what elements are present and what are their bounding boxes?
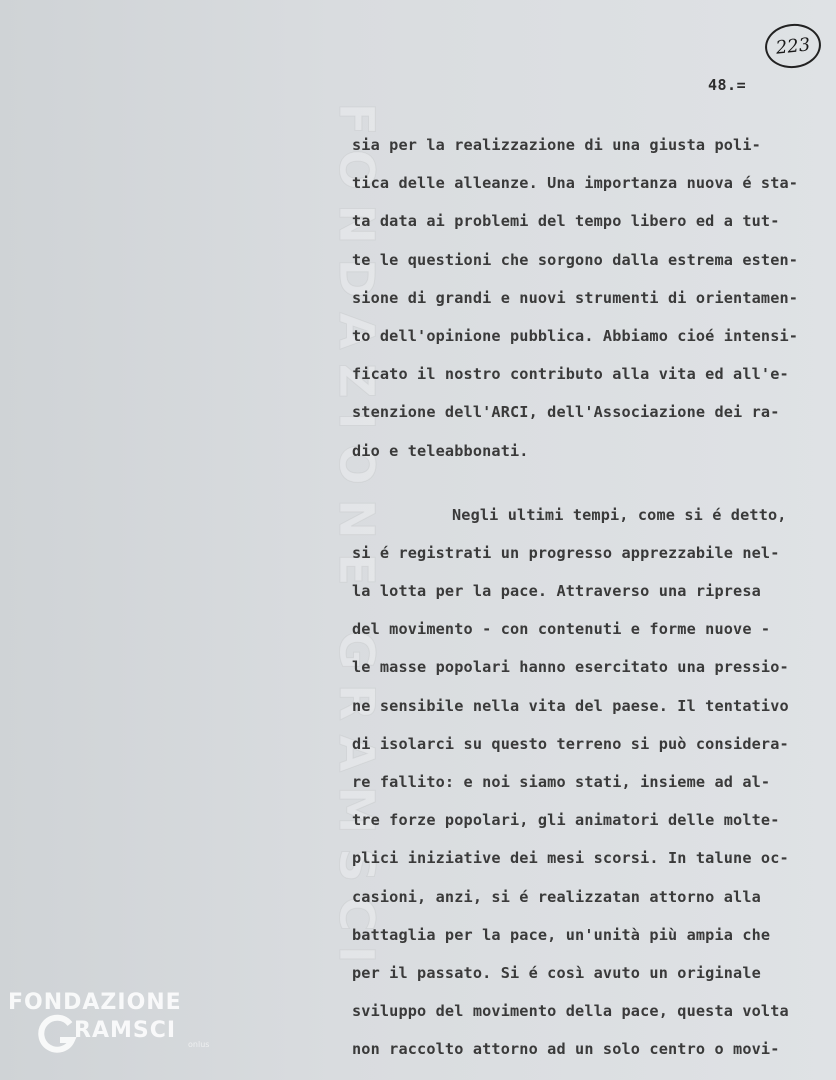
folio-stamp (763, 21, 823, 71)
gramsci-g-icon (38, 1010, 78, 1060)
logo-line2: RAMSCI (74, 1018, 177, 1043)
text-line: del movimento - con contenuti e forme nuove - (352, 620, 771, 639)
text-line: per il passato. Si é così avuto un originale (352, 963, 761, 982)
text-line: tre forze popolari, gli animatori delle molte- (352, 811, 780, 830)
text-line: ne sensibile nella vita del paese. Il tentativo (352, 696, 789, 715)
text-line: re fallito: e noi siamo stati, insieme ad al- (352, 773, 771, 791)
text-line: ficato il nostro contributo alla vita ed all'e- (352, 365, 789, 384)
text-line: battaglia per la pace, un'unità più ampia che (352, 925, 771, 944)
text-line: ta data ai problemi del tempo libero ed a tut- (352, 212, 780, 231)
text-line: casioni, anzi, si é realizzatan attorno alla (352, 887, 761, 906)
logo-line1: FONDAZIONE (8, 990, 182, 1015)
fondazione-gramsci-logo (8, 990, 208, 1070)
page-number: 48.= (708, 76, 747, 94)
text-line: te le questioni che sorgono dalla estrema esten- (352, 250, 799, 269)
text-line: non raccolto attorno ad un solo centro o movi- (352, 1040, 780, 1059)
archive-watermark-text: FONDAZIONE GRAMSCI (328, 102, 384, 978)
text-line: plici iniziative dei mesi scorsi. In talune oc- (352, 849, 789, 868)
text-line: to dell'opinione pubblica. Abbiamo cioé intensi- (352, 326, 799, 345)
folio-stamp-number: 223 (774, 33, 812, 59)
text-line: dio e teleabbonati. (352, 441, 529, 460)
text-line: sviluppo del movimento della pace, questa volta (352, 1002, 789, 1021)
text-line: stenzione dell'ARCI, dell'Associazione dei ra- (352, 403, 780, 422)
text-line: di isolarci su questo terreno si può considera- (352, 734, 789, 753)
text-line: le masse popolari hanno esercitato una pressio- (352, 658, 789, 677)
logo-sub: onlus (188, 1040, 210, 1049)
text-line: sia per la realizzazione di una giusta poli- (352, 136, 761, 154)
text-line: Negli ultimi tempi, come si é detto, (452, 505, 787, 524)
text-line: la lotta per la pace. Attraverso una ripresa (352, 582, 761, 601)
text-line: tica delle alleanze. Una importanza nuova é sta- (352, 174, 799, 193)
body-text (352, 126, 832, 1069)
text-line: sione di grandi e nuovi strumenti di orientamen- (352, 288, 799, 307)
text-line: si é registrati un progresso apprezzabile nel- (352, 543, 780, 562)
